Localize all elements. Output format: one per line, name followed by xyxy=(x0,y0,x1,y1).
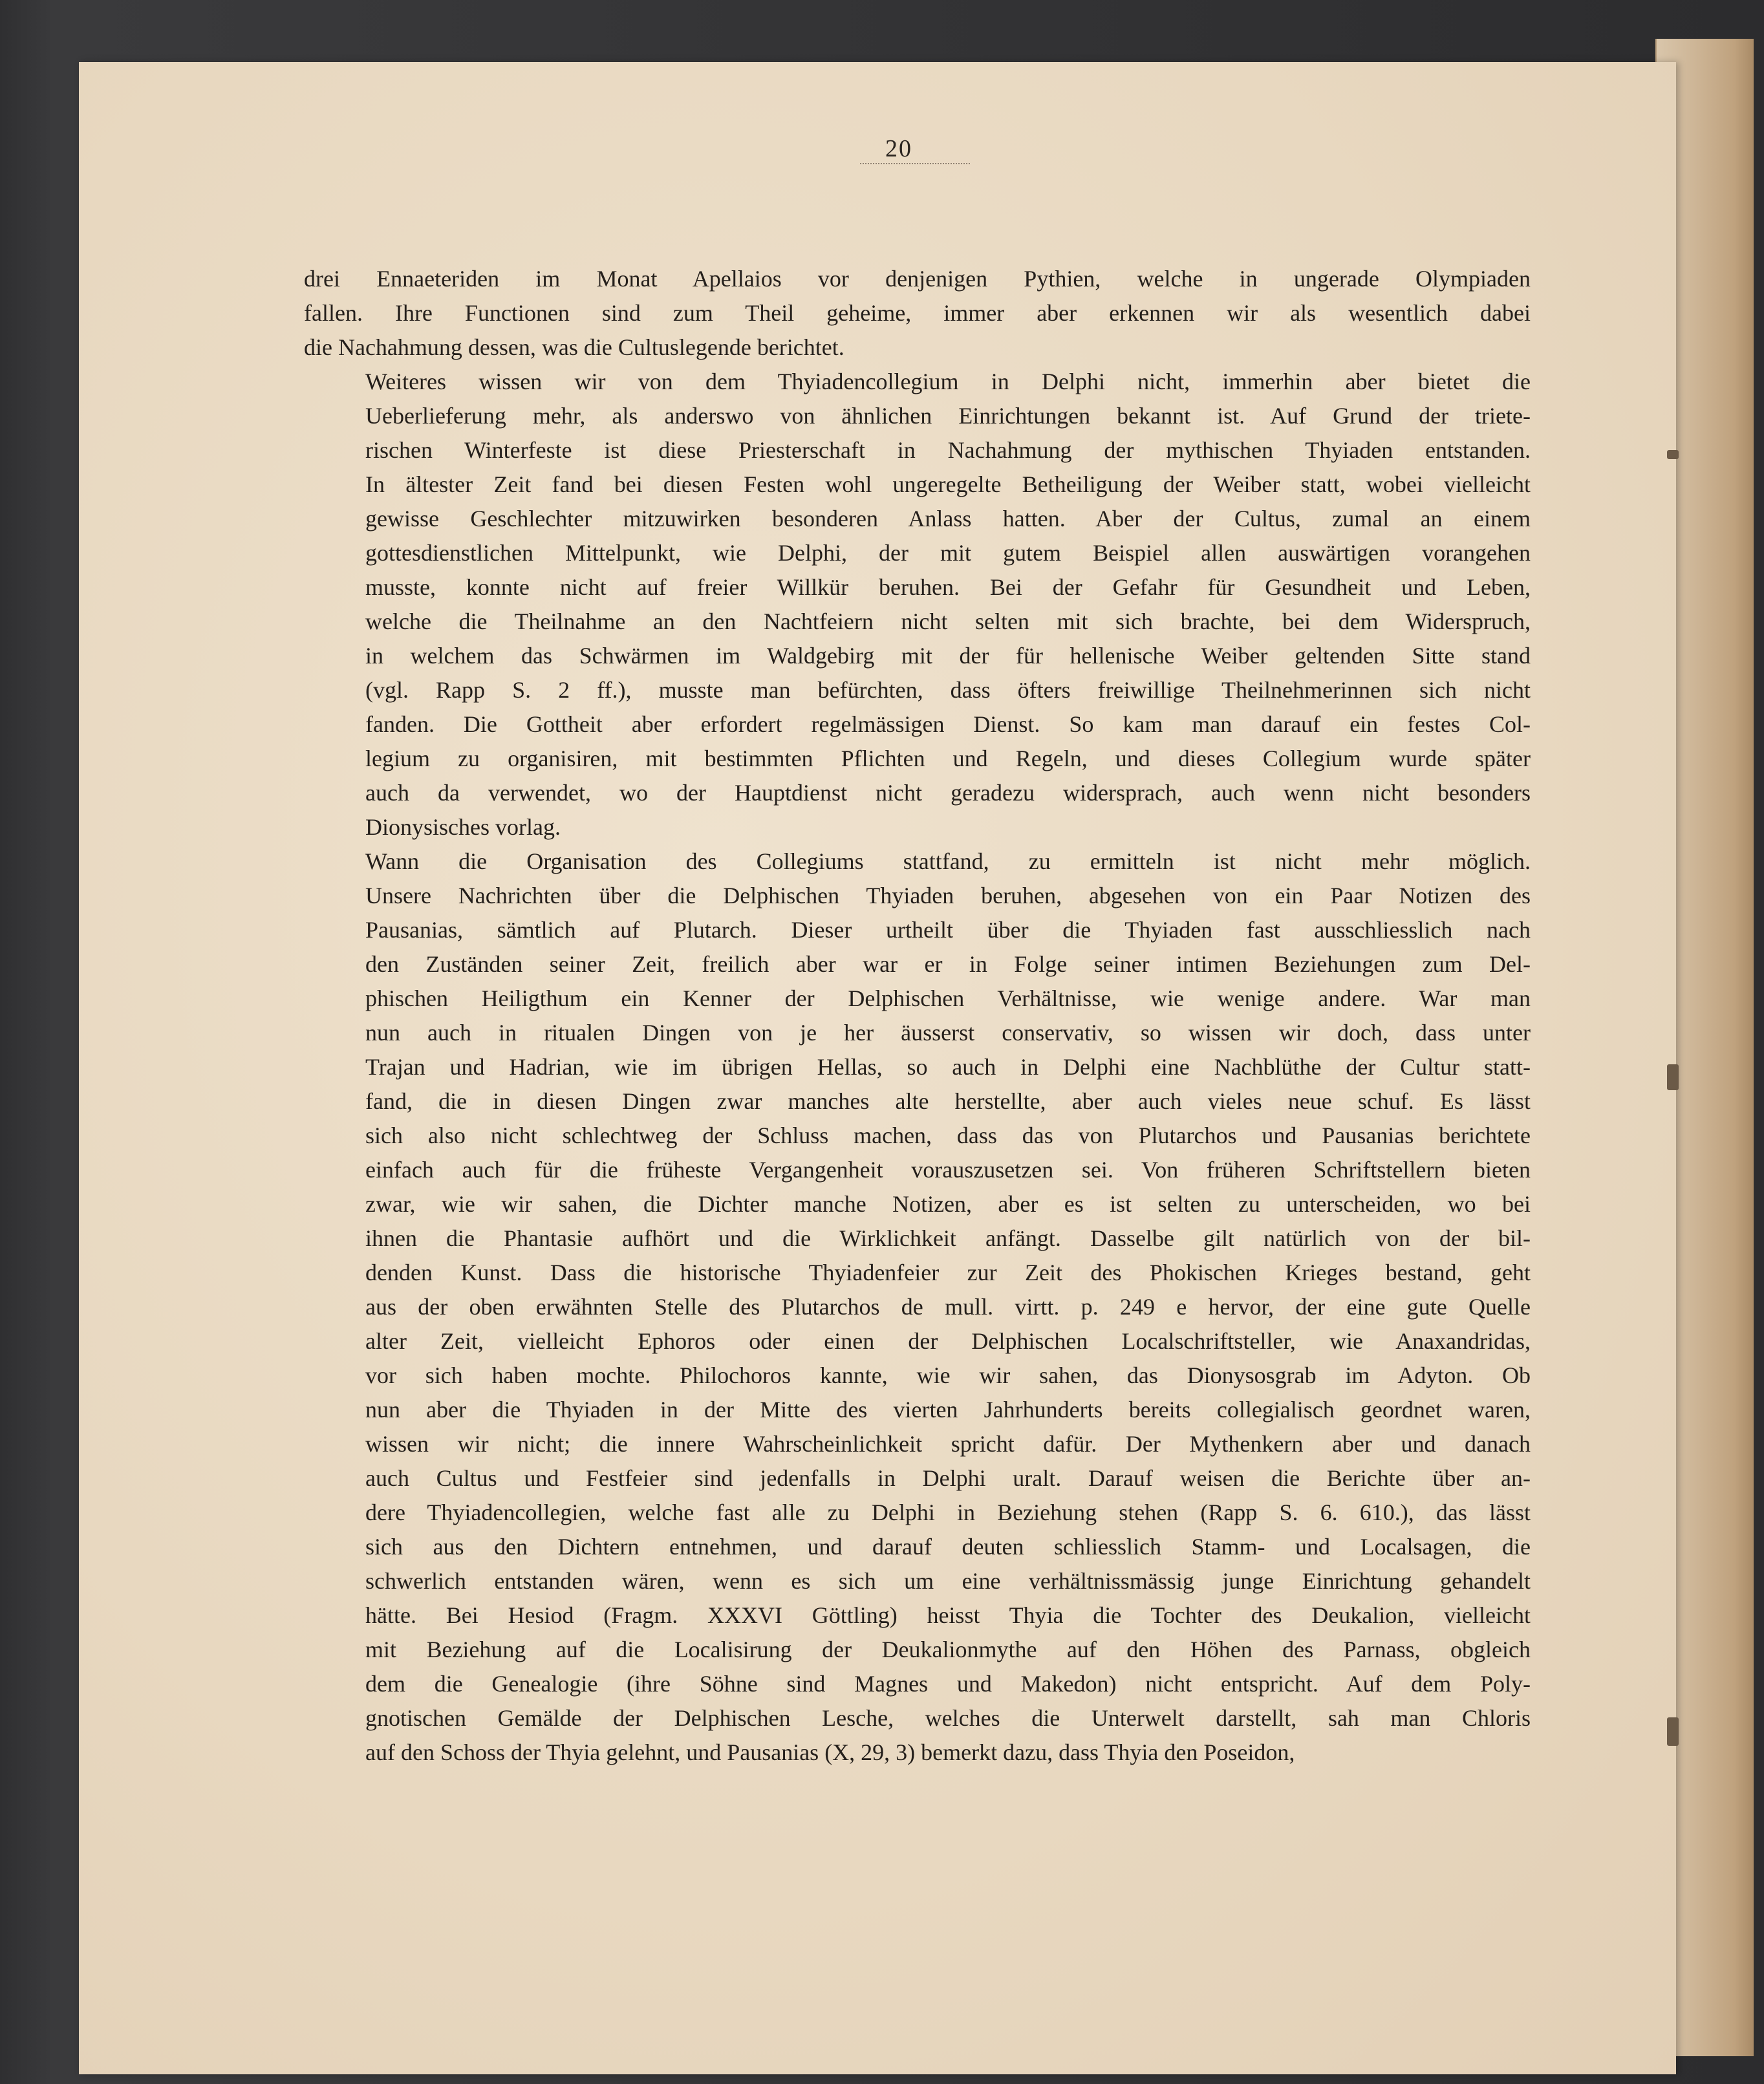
text-line: Weiteres wissen wir von dem Thyiadencollegium in Delphi nicht, immerhin aber bietet die xyxy=(365,369,1531,394)
text-line: sich also nicht schlechtweg der Schluss machen, dass das von Plutarchos und Pausanias berichtete xyxy=(365,1123,1531,1148)
paragraph xyxy=(304,365,1531,844)
text-line: (vgl. Rapp S. 2 ff.), musste man befürchten, dass öfters freiwillige Theilnehmerinnen sich nicht xyxy=(365,677,1531,703)
text-line: sich aus den Dichtern entnehmen, und darauf deuten schliesslich Stamm- und Localsagen, die xyxy=(365,1534,1531,1560)
text-line: gnotischen Gemälde der Delphischen Lesche, welches die Unterwelt darstellt, sah man Chloris xyxy=(365,1705,1531,1731)
text-line: legium zu organisiren, mit bestimmten Pflichten und Regeln, und dieses Collegium wurde später xyxy=(365,746,1531,771)
text-line: nun aber die Thyiaden in der Mitte des vierten Jahrhunderts bereits collegialisch geordnet waren, xyxy=(365,1397,1531,1423)
text-line: die Nachahmung dessen, was die Cultuslegende berichtet. xyxy=(304,334,844,360)
text-line: musste, konnte nicht auf freier Willkür beruhen. Bei der Gefahr für Gesundheit und Leben, xyxy=(365,574,1531,600)
text-line: hätte. Bei Hesiod (Fragm. XXXVI Göttling) heisst Thyia die Tochter des Deukalion, vielleicht xyxy=(365,1602,1531,1628)
text-line: Wann die Organisation des Collegiums stattfand, zu ermitteln ist nicht mehr möglich. xyxy=(365,848,1531,874)
text-line: ihnen die Phantasie aufhört und die Wirklichkeit anfängt. Dasselbe gilt natürlich von der bil- xyxy=(365,1225,1531,1251)
text-line: In ältester Zeit fand bei diesen Festen wohl ungeregelte Betheiligung der Weiber statt, wobei vielleicht xyxy=(365,471,1531,497)
text-line: auf den Schoss der Thyia gelehnt, und Pausanias (X, 29, 3) bemerkt dazu, dass Thyia den Poseidon, xyxy=(365,1739,1295,1765)
text-line: in welchem das Schwärmen im Waldgebirg mit der für hellenische Weiber geltenden Sitte stand xyxy=(365,643,1531,669)
text-line: gewisse Geschlechter mitzuwirken besonderen Anlass hatten. Aber der Cultus, zumal an einem xyxy=(365,506,1531,532)
paragraph xyxy=(304,844,1531,1770)
text-line: auch da verwendet, wo der Hauptdienst nicht geradezu widersprach, auch wenn nicht besonders xyxy=(365,780,1531,806)
text-line: mit Beziehung auf die Localisirung der Deukalionmythe auf den Höhen des Parnass, obgleich xyxy=(365,1637,1531,1662)
text-line: alter Zeit, vielleicht Ephoros oder einen der Delphischen Localschriftsteller, wie Anaxandridas, xyxy=(365,1328,1531,1354)
text-line: fallen. Ihre Functionen sind zum Theil geheime, immer aber erkennen wir als wesentlich dabei xyxy=(304,300,1531,326)
text-line: Dionysisches vorlag. xyxy=(365,814,561,840)
text-line: nun auch in ritualen Dingen von je her äusserst conservativ, so wissen wir doch, dass unter xyxy=(365,1020,1531,1046)
margin-mark xyxy=(1667,450,1679,459)
text-line: rischen Winterfeste ist diese Priesterschaft in Nachahmung der mythischen Thyiaden entstanden. xyxy=(365,437,1531,463)
text-line: fand, die in diesen Dingen zwar manches alte herstellte, aber auch vieles neue schuf. Es lässt xyxy=(365,1088,1531,1114)
text-line: wissen wir nicht; die innere Wahrscheinlichkeit spricht dafür. Der Mythenkern aber und danach xyxy=(365,1431,1531,1457)
text-line: dem die Genealogie (ihre Söhne sind Magnes und Makedon) nicht entspricht. Auf dem Poly- xyxy=(365,1671,1531,1697)
text-line: welche die Theilnahme an den Nachtfeiern nicht selten mit sich brachte, bei dem Widerspruch, xyxy=(365,608,1531,634)
margin-mark xyxy=(1667,1064,1679,1090)
page-number: 20 xyxy=(885,135,912,162)
text-line: den Zuständen seiner Zeit, freilich aber war er in Folge seiner intimen Beziehungen zum Del- xyxy=(365,951,1531,977)
text-line: aus der oben erwähnten Stelle des Plutarchos de mull. virtt. p. 249 e hervor, der eine gute Quelle xyxy=(365,1294,1531,1320)
text-line: zwar, wie wir sahen, die Dichter manche Notizen, aber es ist selten zu unterscheiden, wo bei xyxy=(365,1191,1531,1217)
text-line: einfach auch für die früheste Vergangenheit vorauszusetzen sei. Von früheren Schriftstellern bieten xyxy=(365,1157,1531,1183)
text-line: Unsere Nachrichten über die Delphischen Thyiaden beruhen, abgesehen von ein Paar Notizen des xyxy=(365,883,1531,908)
body-text xyxy=(304,262,1531,1770)
paragraph xyxy=(304,262,1531,365)
text-line: Pausanias, sämtlich auf Plutarch. Dieser urtheilt über die Thyiaden fast ausschliesslich nach xyxy=(365,917,1531,943)
text-line: dere Thyiadencollegien, welche fast alle zu Delphi in Beziehung stehen (Rapp S. 6. 610.), das lässt xyxy=(365,1499,1531,1525)
text-line: schwerlich entstanden wären, wenn es sich um eine verhältnissmässig junge Einrichtung gehandelt xyxy=(365,1568,1531,1594)
text-line: denden Kunst. Dass die historische Thyiadenfeier zur Zeit des Phokischen Krieges bestand, geht xyxy=(365,1260,1531,1285)
text-line: Ueberlieferung mehr, als anderswo von ähnlichen Einrichtungen bekannt ist. Auf Grund der triete- xyxy=(365,403,1531,429)
text-line: Trajan und Hadrian, wie im übrigen Hellas, so auch in Delphi eine Nachblüthe der Cultur statt- xyxy=(365,1054,1531,1080)
text-line: vor sich haben mochte. Philochoros kannte, wie wir sahen, das Dionysosgrab im Adyton. Ob xyxy=(365,1362,1531,1388)
text-line: fanden. Die Gottheit aber erfordert regelmässigen Dienst. So kam man darauf ein festes Col- xyxy=(365,711,1531,737)
page-number-rule xyxy=(860,163,970,164)
text-line: auch Cultus und Festfeier sind jedenfalls in Delphi uralt. Darauf weisen die Berichte über an- xyxy=(365,1465,1531,1491)
text-line: phischen Heiligthum ein Kenner der Delphischen Verhältnisse, wie wenige andere. War man xyxy=(365,985,1531,1011)
text-line: gottesdienstlichen Mittelpunkt, wie Delphi, der mit gutem Beispiel allen auswärtigen vorangehen xyxy=(365,540,1531,566)
text-line: drei Ennaeteriden im Monat Apellaios vor denjenigen Pythien, welche in ungerade Olympiaden xyxy=(304,266,1531,292)
margin-mark xyxy=(1667,1717,1679,1746)
